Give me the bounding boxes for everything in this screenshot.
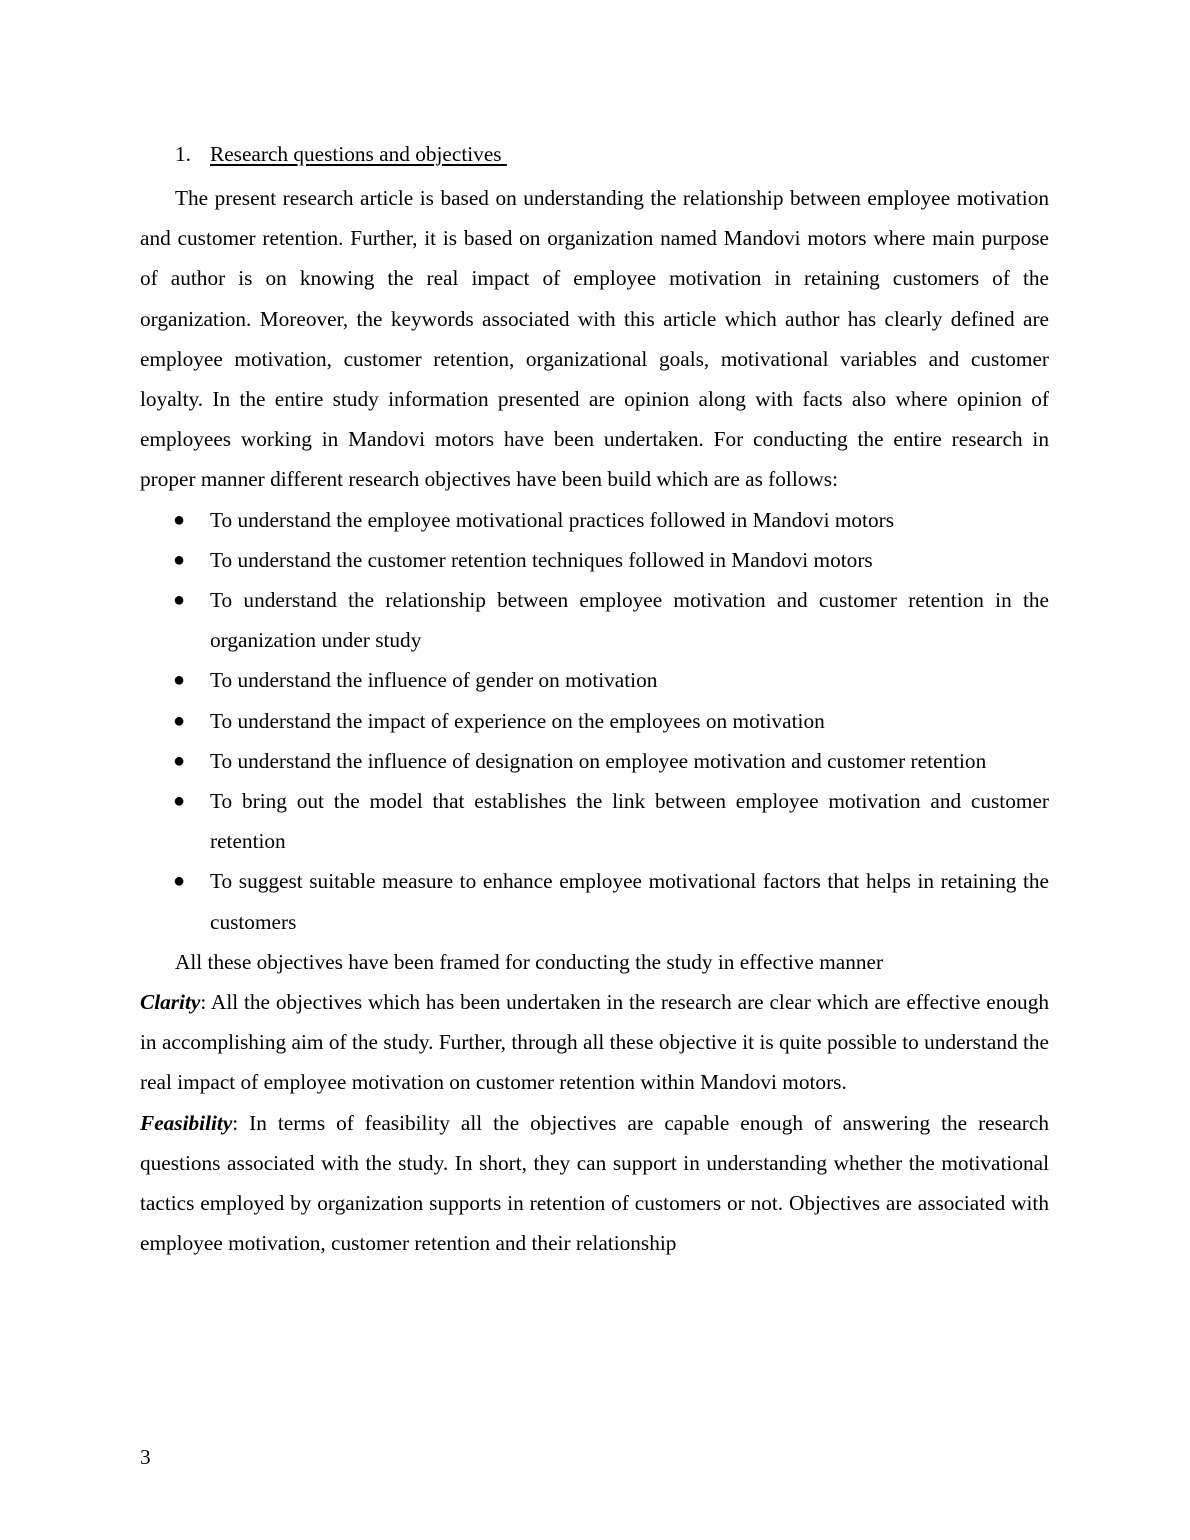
objective-text: To understand the influence of designation on employee motivation and customer retention xyxy=(210,748,987,773)
list-item xyxy=(140,660,1049,700)
objectives-list xyxy=(140,500,1049,942)
bullet-icon: ● xyxy=(173,749,186,772)
page-number: 3 xyxy=(140,1445,151,1469)
bullet-icon: ● xyxy=(173,548,186,571)
section-heading xyxy=(140,138,1049,170)
objective-text: To understand the impact of experience on the employees on motivation xyxy=(210,708,825,733)
bullet-icon: ● xyxy=(173,870,186,893)
bullet-icon: ● xyxy=(173,508,186,531)
list-item xyxy=(140,861,1049,941)
document-page xyxy=(140,138,1049,1263)
objective-text: To understand the influence of gender on motivation xyxy=(210,668,658,693)
closing-sentence: All these objectives have been framed for conducting the study in effective manner xyxy=(175,949,884,974)
objective-text: To understand the relationship between employee motivation and customer retention in the organization under study xyxy=(210,588,1049,653)
list-item xyxy=(140,741,1049,781)
section-title: Research questions and objectives xyxy=(210,142,507,166)
bullet-icon: ● xyxy=(173,709,186,732)
objective-text: To bring out the model that establishes the link between employee motivation and customer retention xyxy=(210,789,1049,854)
clarity-paragraph xyxy=(140,982,1049,1103)
section-number: 1. xyxy=(175,142,191,166)
clarity-text: : All the objectives which has been undertaken in the research are clear which are effective enough in accomplishing aim of the study. Further, through all these objective it is quite possible to understand the real impact of employee motivation on customer retention within Mandovi motors. xyxy=(140,990,1049,1095)
bullet-icon: ● xyxy=(173,790,186,813)
clarity-term: Clarity xyxy=(140,990,201,1015)
list-item xyxy=(140,540,1049,580)
intro-paragraph: The present research article is based on understanding the relationship between employee motivation and customer retention. Further, it is based on organization named Mandovi motors where main purpose of author is on knowing the real impact of employee motivation in retaining customers of the organization. Moreover, the keywords associated with this article which author has clearly defined are employee motivation, customer retention, organizational goals, motivational variables and customer loyalty. In the entire study information presented are opinion along with facts also where opinion of employees working in Mandovi motors have been undertaken. For conducting the entire research in proper manner different research objectives have been build which are as follows: xyxy=(140,186,1049,492)
feasibility-text: : In terms of feasibility all the objectives are capable enough of answering the research questions associated with the study. In short, they can support in understanding whether the motivational tactics employed by organization supports in retention of customers or not. Objectives are associated with employee motivation, customer retention and their relationship xyxy=(140,1110,1049,1256)
list-item xyxy=(140,500,1049,540)
objective-text: To understand the employee motivational practices followed in Mandovi motors xyxy=(210,507,894,532)
bullet-icon: ● xyxy=(173,589,186,612)
objective-text: To suggest suitable measure to enhance employee motivational factors that helps in retaining the customers xyxy=(210,869,1049,934)
list-item xyxy=(140,701,1049,741)
feasibility-paragraph xyxy=(140,1103,1049,1264)
list-item xyxy=(140,580,1049,660)
objective-text: To understand the customer retention techniques followed in Mandovi motors xyxy=(210,547,873,572)
bullet-icon: ● xyxy=(173,669,186,692)
list-item xyxy=(140,781,1049,861)
feasibility-term: Feasibility xyxy=(140,1110,233,1135)
